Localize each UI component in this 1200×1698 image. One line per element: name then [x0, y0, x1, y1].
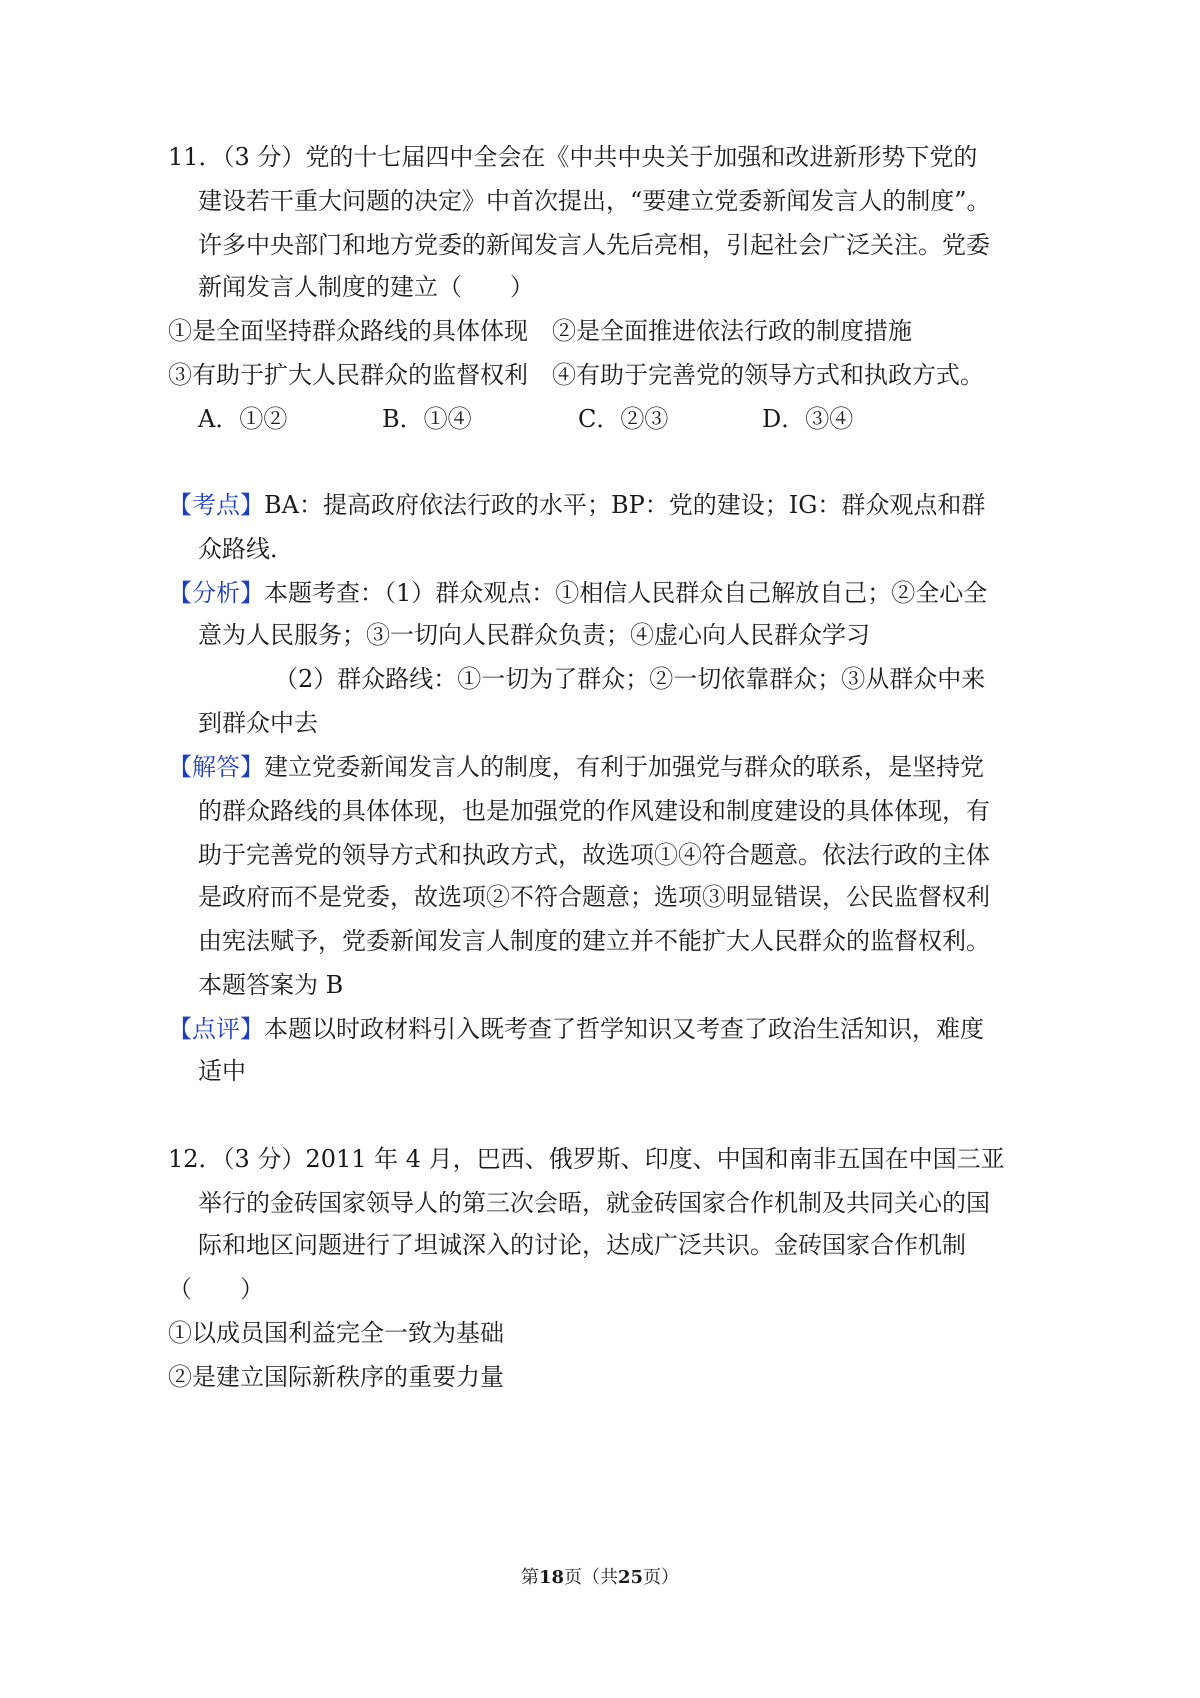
statement-line: ③有助于扩大人民群众的监督权利 ④有助于完善党的领导方式和执政方式。: [168, 361, 984, 389]
option-d: D．③④: [762, 405, 854, 433]
fenxi-line: 到群众中去: [198, 709, 318, 737]
page-number: 18: [538, 1567, 564, 1588]
jieda-line: [168, 751, 984, 783]
question-stem-line: 许多中央部门和地方党委的新闻发言人先后亮相，引起社会广泛关注。党委: [198, 231, 990, 259]
jieda-line: 本题答案为 B: [198, 971, 344, 999]
fenxi-line: 意为人民服务；③一切向人民群众负责；④虚心向人民群众学习: [198, 621, 870, 649]
dianping-text: 本题以时政材料引入既考查了哲学知识又考查了政治生活知识，难度: [264, 1015, 984, 1043]
question-stem-line: 举行的金砖国家领导人的第三次会晤，就金砖国家合作机制及共同关心的国: [198, 1189, 990, 1217]
statement-line: ②是建立国际新秩序的重要力量: [168, 1363, 504, 1391]
kaodian-text: BA：提高政府依法行政的水平；BP：党的建设；IG：群众观点和群: [264, 491, 986, 519]
question-stem-line: 新闻发言人制度的建立（ ）: [198, 273, 534, 301]
footer-suffix: 页）: [643, 1567, 680, 1588]
page-footer: [0, 1566, 1200, 1590]
option-c: C．②③: [578, 405, 669, 433]
fenxi-tag: 【分析】: [168, 579, 264, 607]
footer-prefix: 第: [520, 1567, 539, 1588]
kaodian-line: [168, 489, 985, 521]
question-stem-line: 11．（3 分）党的十七届四中全会在《中共中央关于加强和改进新形势下党的: [168, 143, 978, 171]
dianping-line: 适中: [198, 1057, 246, 1085]
kaodian-tag: 【考点】: [168, 491, 264, 519]
jieda-line: 是政府而不是党委，故选项②不符合题意；选项③明显错误，公民监督权利: [198, 883, 990, 911]
option-b: B．①④: [382, 405, 472, 433]
dianping-line: [168, 1013, 984, 1045]
jieda-tag: 【解答】: [168, 753, 264, 781]
jieda-line: 由宪法赋予，党委新闻发言人制度的建立并不能扩大人民群众的监督权利。: [198, 927, 990, 955]
jieda-text: 建立党委新闻发言人的制度，有利于加强党与群众的联系，是坚持党: [264, 753, 984, 781]
kaodian-line: 众路线．: [198, 535, 294, 563]
dianping-tag: 【点评】: [168, 1015, 264, 1043]
question-stem-line: 12．（3 分）2011 年 4 月，巴西、俄罗斯、印度、中国和南非五国在中国三亚: [168, 1145, 1005, 1173]
jieda-line: 的群众路线的具体体现，也是加强党的作风建设和制度建设的具体体现，有: [198, 797, 990, 825]
fenxi-line: [168, 577, 987, 609]
option-a: A．①②: [198, 405, 288, 433]
question-stem-line: 建设若干重大问题的决定》中首次提出，“要建立党委新闻发言人的制度”。: [198, 187, 991, 215]
question-stem-line: （ ）: [168, 1275, 264, 1303]
statement-line: ①是全面坚持群众路线的具体体现 ②是全面推进依法行政的制度措施: [168, 317, 912, 345]
fenxi-line: （2）群众路线：①一切为了群众；②一切依靠群众；③从群众中来: [274, 665, 986, 693]
jieda-line: 助于完善党的领导方式和执政方式，故选项①④符合题意。依法行政的主体: [198, 841, 990, 869]
question-stem-line: 际和地区问题进行了坦诚深入的讨论，达成广泛共识。金砖国家合作机制: [198, 1231, 966, 1259]
footer-middle: 页（共: [564, 1567, 618, 1588]
statement-line: ①以成员国利益完全一致为基础: [168, 1319, 504, 1347]
total-pages: 25: [618, 1567, 644, 1588]
fenxi-text: 本题考查：（1）群众观点：①相信人民群众自己解放自己；②全心全: [264, 579, 988, 607]
